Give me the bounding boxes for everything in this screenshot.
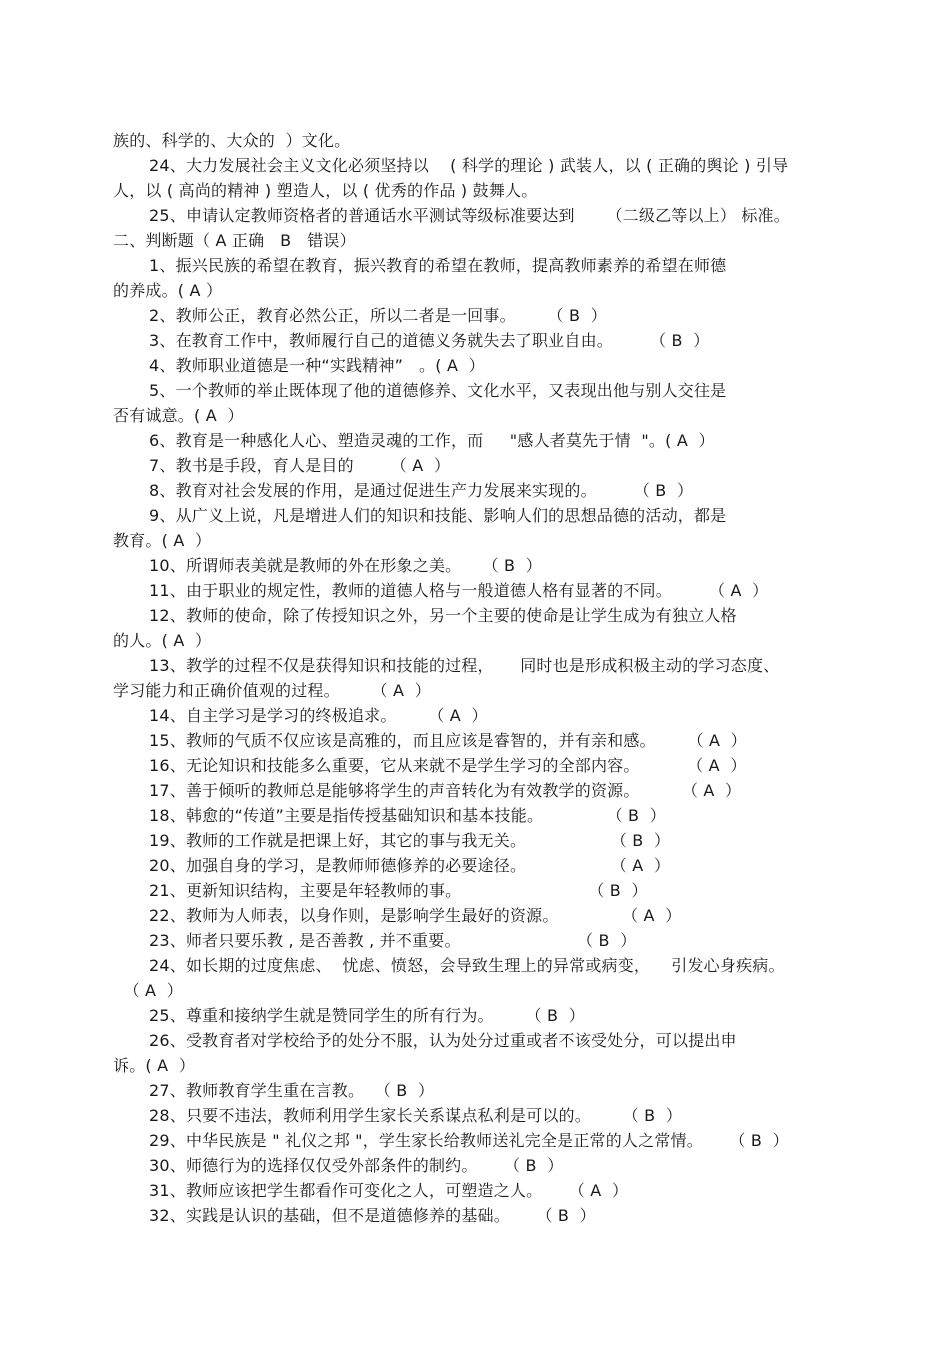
question-line: 10、所谓师表美就是教师的外在形象之美。 （ B ） [149,556,542,575]
question-line: 32、实践是认识的基础，但不是道德修养的基础。 （ B ） [149,1206,596,1225]
text-line: 族的、科学的、大众的 ）文化。 [113,131,351,150]
question-line: 20、加强自身的学习，是教师师德修养的必要途径。 （ A ） [149,856,671,875]
question-line: 诉。( A ） [113,1056,196,1075]
question-line: 14、自主学习是学习的终极追求。 （ A ） [149,706,488,725]
question-line: 2、教师公正，教育必然公正，所以二者是一回事。 （ B ） [149,306,607,325]
question-line: 5、一个教师的举止既体现了他的道德修养、文化水平，又表现出他与别人交往是 [149,381,727,400]
question-line: 16、无论知识和技能多么重要，它从来就不是学生学习的全部内容。 （ A ） [149,756,747,775]
question-line: 教育。( A ） [113,531,212,550]
question-line: 22、教师为人师表，以身作则，是影响学生最好的资源。 （ A ） [149,906,682,925]
question-line: 26、受教育者对学校给予的处分不服，认为处分过重或者不该受处分，可以提出申 [149,1031,737,1050]
question-line: 31、教师应该把学生都看作可变化之人，可塑造之人。 （ A ） [149,1181,629,1200]
question-line: 15、教师的气质不仅应该是高雅的，而且应该是睿智的，并有亲和感。 （ A ） [149,731,747,750]
question-line: 学习能力和正确价值观的过程。 （ A ） [113,681,431,700]
question-line: 25、尊重和接纳学生就是赞同学生的所有行为。 （ B ） [149,1006,585,1025]
question-line: 11、由于职业的规定性，教师的道德人格与一般道德人格有显著的不同。 （ A ） [149,581,769,600]
text-line: 人，以 ( 高尚的精神 ) 塑造人，以 ( 优秀的作品 ) 鼓舞人。 [113,181,538,200]
question-line: 21、更新知识结构，主要是年轻教师的事。 （ B ） [149,881,648,900]
question-line: 6、教育是一种感化人心、塑造灵魂的工作，而 "感人者莫先于情 "。( A ） [149,431,715,450]
question-line: 30、师德行为的选择仅仅受外部条件的制约。 （ B ） [149,1156,564,1175]
question-line: 7、教书是手段，育人是目的 （ A ） [149,456,451,475]
text-line: 25、申请认定教师资格者的普通话水平测试等级标准要达到 （二级乙等以上） 标准。 [149,206,790,225]
question-line: 3、在教育工作中，教师履行自己的道德义务就失去了职业自由。 （ B ） [149,331,710,350]
question-line: 的人。( A ） [113,631,212,650]
question-line: 17、善于倾听的教师总是能够将学生的声音转化为有效教学的资源。 （ A ） [149,781,742,800]
question-line: 12、教师的使命，除了传授知识之外，另一个主要的使命是让学生成为有独立人格 [149,606,737,625]
question-line: 23、师者只要乐教 , 是否善教 , 并不重要。 （ B ） [149,931,637,950]
question-line: 27、教师教育学生重在言教。 （ B ） [149,1081,435,1100]
question-line: 19、教师的工作就是把课上好，其它的事与我无关。 （ B ） [149,831,671,850]
question-line: 18、韩愈的“传道”主要是指传授基础知识和基本技能。 （ B ） [149,806,667,825]
question-line: 8、教育对社会发展的作用，是通过促进生产力发展来实现的。 （ B ） [149,481,694,500]
question-line: 9、从广义上说，凡是增进人们的知识和技能、影响人们的思想品德的活动，都是 [149,506,727,525]
question-line: 4、教师职业道德是一种“实践精神” 。( A ） [149,356,485,375]
question-line: 24、如长期的过度焦虑、 忧虑、愤怒，会导致生理上的异常或病变， 引发心身疾病。 [149,956,785,975]
question-line: 的养成。( A ） [113,281,223,300]
question-line: 29、中华民族是 " 礼仪之邦 "，学生家长给教师送礼完全是正常的人之常情。 （ B ） [149,1131,789,1150]
question-line: 否有诚意。( A ） [113,406,244,425]
document-body [113,128,843,1228]
question-line: 1、振兴民族的希望在教育，振兴教育的希望在教师，提高教师素养的希望在师德 [149,256,727,275]
text-line: 24、大力发展社会主义文化必须坚持以 ( 科学的理论 ) 武装人，以 ( 正确的舆论 ) 引导 [149,156,789,175]
question-line: 13、教学的过程不仅是获得知识和技能的过程， 同时也是形成积极主动的学习态度、 [149,656,780,675]
question-line: （ A ） [113,981,183,1000]
section-heading: 二、判断题（ A 正确 B 错误） [113,231,356,250]
question-line: 28、只要不违法，教师利用学生家长关系谋点私利是可以的。 （ B ） [149,1106,683,1125]
